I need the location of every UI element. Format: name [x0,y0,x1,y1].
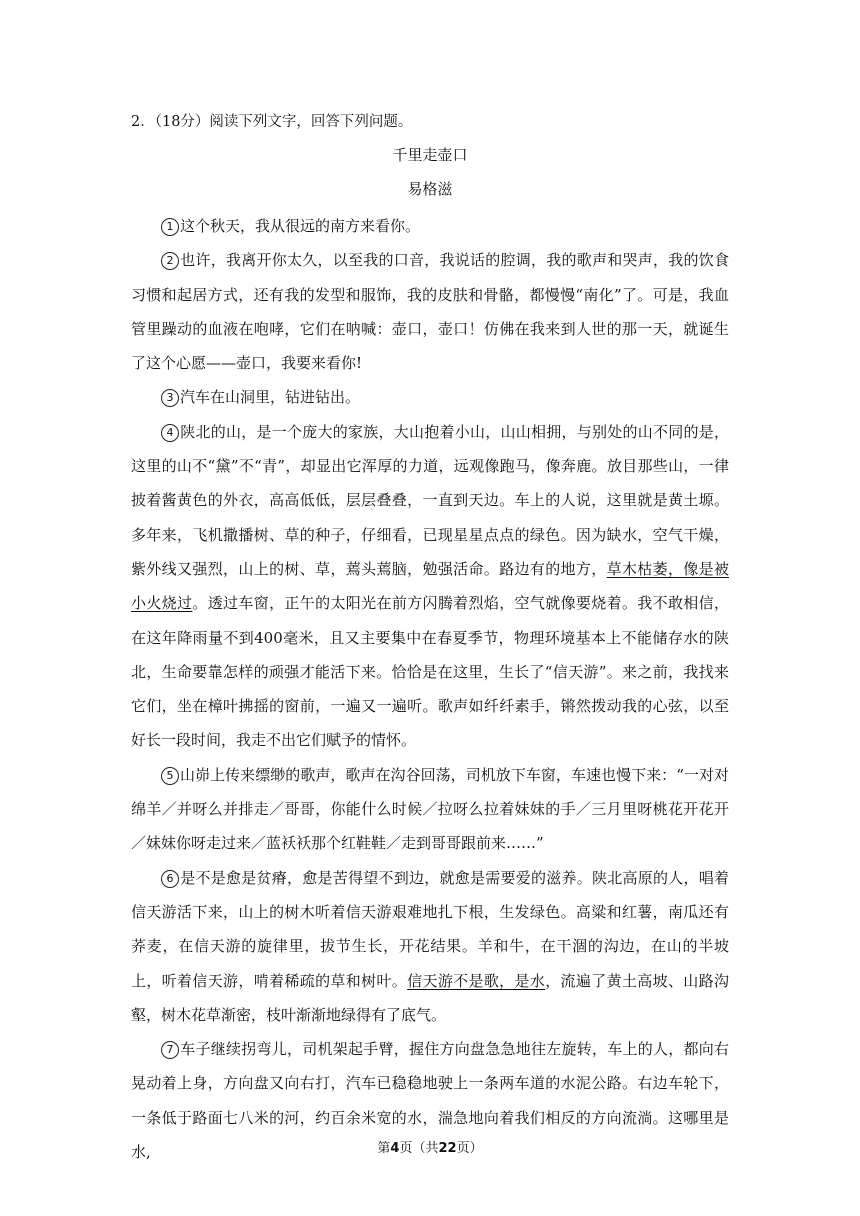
paragraph [131,861,729,1032]
article-body [131,209,729,1169]
underlined-phrase: 草木枯萎，像是被小火烧过 [131,559,729,613]
paragraph-text: 这个秋天，我从很远的南方来看你。 [180,217,421,235]
paragraph-number: 3 [161,389,179,407]
paragraph-number: 6 [161,870,179,888]
paragraph-text: 汽车在山洞里，钻进钻出。 [180,388,361,407]
page-footer [0,1140,860,1158]
underlined-phrase: 信天游不是歌，是水 [407,971,546,990]
paragraph-text: 也许，我离开你太久，以至我的口音，我说话的腔调，我的歌声和哭声，我的饮食习惯和起居方式，还有我的发型和服饰，我的皮肤和骨骼，都慢慢“南化”了。可是，我血管里躁动的血液在咆哮，它们在呐喊：壶口，壶口！仿佛在我来到人世的那一天，就诞生了这个心愿——壶口，我要来看你! [131,251,729,373]
article-author: 易格滋 [407,180,453,198]
paragraph [131,209,729,243]
footer-middle: 页（共 [399,1141,439,1156]
paragraph-text: 。透过车窗，正午的太阳光在前方闪腾着烈焰，空气就像要烧着。我不敢相信，在这年降雨量不到400毫米，且又主要集中在春夏季节，物理环境基本上不能储存水的陕北，生命要靠怎样的顽强才能活下来。恰恰是在这里，生长了“信天游”。来之前，我找来它们，坐在樟叶拂摇的窗前，一遍又一遍听。歌声如纤纤素手，锵然拨动我的心弦，以至好长一段时间，我走不出它们赋予的情怀。 [131,594,729,750]
paragraph-text: 车子继续拐弯儿，司机架起手臂，握住方向盘急急地往左旋转，车上的人，都向右晃动着上身，方向盘又向右打，汽车已稳稳地驶上一条两车道的水泥公路。右边车轮下，一条低于路面七八米的河，约百余米宽的水，湍急地向着我们相反的方向流淌。这哪里是水, [131,1040,729,1162]
paragraph-text: 是不是愈是贫瘠，愈是苦得望不到边，就愈是需要爱的滋养。陕北高原的人，唱着信天游活下来，山上的树木听着信天游艰难地扎下根，生发绿色。高粱和红薯，南瓜还有荞麦，在信天游的旋律里，拔节生长，开花结果。羊和牛，在干涸的沟边，在山的半坡上，听着信天游，啃着稀疏的草和树叶。 [131,868,729,990]
paragraph-number: 1 [161,218,179,236]
paragraph-text: 陕北的山，是一个庞大的家族，大山抱着小山，山山相拥，与别处的山不同的是，这里的山不“黛”不“青”，却显出它浑厚的力道，远观像跑马，像奔鹿。放目那些山，一律披着酱黄色的外衣，高高低低，层层叠叠，一直到天边。车上的人说，这里就是黄土塬。多年来，飞机撒播树、草的种子，仔细看，已现星星点点的绿色。因为缺水，空气干燥，紫外线又强烈，山上的树、草，蔫头蔫脑，勉强活命。路边有的地方， [131,422,729,578]
footer-total-pages: 22 [438,1141,457,1156]
footer-page-number: 4 [390,1141,400,1156]
paragraph [131,380,729,414]
paragraph [131,243,729,380]
footer-suffix: 页） [456,1141,483,1156]
paragraph [131,758,729,861]
paragraph-number: 5 [161,767,179,785]
footer-prefix: 第 [377,1141,391,1156]
paragraph-number: 7 [161,1041,179,1059]
paragraph-text: ，流遍了黄土高坡、山路沟壑，树木花草渐密，枝叶渐渐地绿得有了底气。 [131,971,729,1024]
paragraph-number: 2 [161,252,179,270]
article-title: 千里走壶口 [392,146,468,164]
paragraph [131,415,729,758]
question-header: 2．（18分）阅读下列文字，回答下列问题。 [131,114,413,130]
paragraph-text: 山峁上传来缥缈的歌声，歌声在沟谷回荡，司机放下车窗，车速也慢下来：“一对对绵羊／并呀么并排走／哥哥，你能什么时候／拉呀么拉着妹妹的手／三月里呀桃花开花开／妹妹你呀走过来／蓝袄袄那个红鞋鞋／走到哥哥跟前来……” [131,765,729,853]
paragraph-number: 4 [161,424,179,442]
